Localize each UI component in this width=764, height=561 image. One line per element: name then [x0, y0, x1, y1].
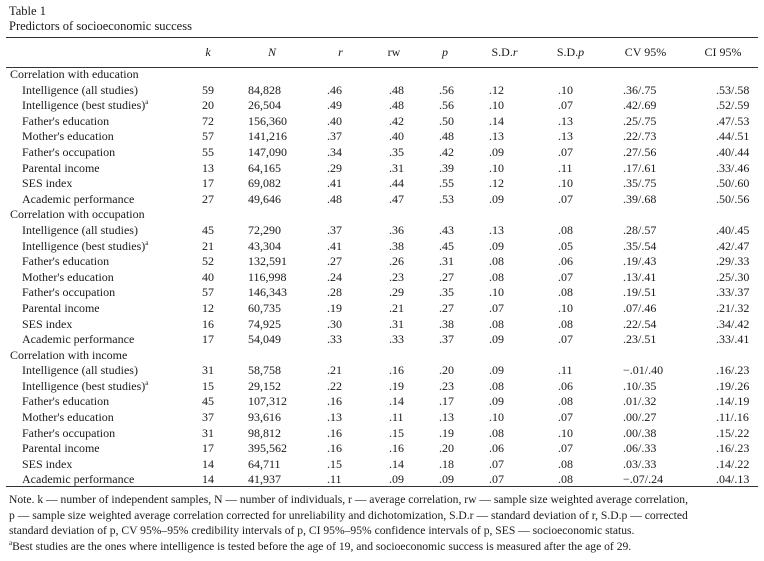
table-caption	[9, 4, 192, 34]
col-sd-p: .10	[558, 176, 573, 191]
header-sd-p: S.D.p	[556, 45, 585, 59]
row-label: Father's education	[22, 394, 110, 409]
col-cv: .27/.56	[623, 144, 657, 159]
col-n: 64,711	[248, 456, 281, 471]
col-sd-p: .07	[558, 144, 573, 159]
col-k: 31	[202, 363, 214, 378]
col-rw: .47	[389, 191, 404, 206]
header-ci: CI 95%	[704, 45, 742, 59]
col-k: 57	[202, 129, 214, 144]
col-r: .41	[327, 176, 342, 191]
col-r: .37	[327, 129, 342, 144]
col-ci: .33/.37	[716, 285, 750, 300]
row-label: Mother's education	[22, 410, 114, 425]
row-label: SES index	[22, 316, 73, 331]
col-sd-p: .11	[558, 363, 573, 378]
col-p: .31	[439, 254, 454, 269]
col-ci: .16/.23	[716, 441, 750, 456]
col-ci: .52/.59	[716, 98, 750, 113]
col-rw: .23	[389, 269, 404, 284]
col-rw: .48	[389, 98, 404, 113]
col-p: .17	[439, 394, 454, 409]
col-r: .28	[327, 285, 342, 300]
col-ci: .04/.13	[716, 472, 750, 487]
table-row	[6, 192, 758, 208]
col-rw: .16	[389, 363, 404, 378]
table-row	[6, 161, 758, 177]
col-r: .46	[327, 82, 342, 97]
col-rw: .14	[389, 394, 404, 409]
group-heading-row	[6, 67, 758, 83]
col-sd-p: .10	[558, 425, 573, 440]
col-ci: .14/.19	[716, 394, 750, 409]
col-sd-p: .10	[558, 82, 573, 97]
col-r: .16	[327, 394, 342, 409]
col-r: .30	[327, 316, 342, 331]
row-label: Father's education	[22, 254, 110, 269]
col-rw: .15	[389, 425, 404, 440]
col-sd-r: .08	[489, 378, 504, 393]
header-p: p	[442, 45, 448, 59]
row-label: Father's education	[22, 113, 110, 128]
row-label: Intelligence (best studies)$^a$	[22, 238, 149, 253]
row-label: Parental income	[22, 160, 100, 175]
col-rw: .21	[389, 300, 404, 315]
col-p: .39	[439, 160, 454, 175]
col-cv: −.01/.40	[623, 363, 664, 378]
col-sd-r: .12	[489, 82, 504, 97]
col-cv: .42/.69	[623, 98, 657, 113]
col-p: .20	[439, 363, 454, 378]
header-sd-r: S.D.r	[491, 45, 518, 59]
col-k: 57	[202, 285, 214, 300]
row-label: Academic performance	[22, 332, 135, 347]
col-n: 156,360	[248, 113, 287, 128]
col-sd-p: .05	[558, 238, 573, 253]
col-n: 74,925	[248, 316, 281, 331]
col-sd-r: .08	[489, 269, 504, 284]
col-n: 116,998	[248, 269, 287, 284]
col-r: .22	[327, 378, 342, 393]
col-rw: .38	[389, 238, 404, 253]
col-sd-r: .08	[489, 425, 504, 440]
table-row	[6, 457, 758, 473]
note-line-2: p — sample size weighted average correlation corrected for unreliability and dichotomization, S.D.r — standard deviation of r, S.D.p — corrected	[9, 508, 688, 522]
col-cv: .35/.75	[623, 176, 657, 191]
footnote-marker: a	[145, 378, 149, 387]
group-heading: Correlation with education	[10, 67, 139, 81]
col-rw: .31	[389, 316, 404, 331]
col-n: 132,591	[248, 254, 287, 269]
col-rw: .40	[389, 129, 404, 144]
col-n: 141,216	[248, 129, 287, 144]
col-n: 146,343	[248, 285, 287, 300]
table-row	[6, 363, 758, 379]
col-sd-p: .07	[558, 98, 573, 113]
table-body	[6, 67, 758, 488]
col-k: 21	[202, 238, 214, 253]
note-line-3: standard deviation of p, CV 95%–95% credibility intervals of p, CI 95%–95% confidence intervals of p, SES — socioeconomic status.	[9, 524, 635, 537]
col-ci: .40/.45	[716, 222, 750, 237]
col-ci: .14/.22	[716, 456, 750, 471]
col-cv: .17/.61	[623, 160, 657, 175]
col-rw: .09	[389, 472, 404, 487]
group-heading: Correlation with income	[10, 347, 128, 362]
group-heading: Correlation with occupation	[10, 207, 145, 222]
row-label: Mother's education	[22, 129, 114, 144]
row-label: Parental income	[22, 300, 100, 315]
group-heading-row	[6, 348, 758, 364]
table-row	[6, 239, 758, 255]
col-ci: .47/.53	[716, 113, 750, 128]
header-k: k	[205, 45, 211, 59]
col-rw: .29	[389, 285, 404, 300]
col-ci: .50/.60	[716, 176, 750, 191]
col-p: .50	[439, 113, 454, 128]
col-r: .24	[327, 269, 342, 284]
col-sd-r: .10	[489, 410, 504, 425]
row-label: Father's occupation	[22, 144, 116, 159]
col-cv: .19/.51	[623, 285, 657, 300]
col-r: .33	[327, 332, 342, 347]
row-label: Intelligence (all studies)	[22, 363, 138, 378]
header-label	[6, 38, 184, 67]
row-label: Intelligence (best studies)$^a$	[22, 98, 149, 113]
col-cv: .10/.35	[623, 378, 657, 393]
col-k: 14	[202, 472, 214, 487]
col-p: .37	[439, 332, 454, 347]
col-r: .37	[327, 222, 342, 237]
col-sd-r: .09	[489, 363, 504, 378]
col-sd-r: .08	[489, 316, 504, 331]
col-sd-r: .06	[489, 441, 504, 456]
col-k: 31	[202, 425, 214, 440]
col-rw: .14	[389, 456, 404, 471]
table-row	[6, 254, 758, 270]
header-row	[6, 38, 758, 67]
col-k: 72	[202, 113, 214, 128]
col-k: 15	[202, 378, 214, 393]
group-heading-row	[6, 207, 758, 223]
col-n: 29,152	[248, 378, 281, 393]
note-line-1: Note. k — number of independent samples, N — number of individuals, r — average correlation, rw — sample size weighted average correlation,	[9, 493, 688, 506]
col-p: .53	[439, 191, 454, 206]
col-k: 16	[202, 316, 214, 331]
row-label: Parental income	[22, 441, 100, 456]
col-n: 84,828	[248, 82, 281, 97]
col-k: 13	[202, 160, 214, 175]
table-notes	[9, 492, 757, 554]
col-ci: .25/.30	[716, 269, 750, 284]
row-label: Father's occupation	[22, 285, 116, 300]
col-sd-p: .08	[558, 394, 573, 409]
col-cv: .06/.33	[623, 441, 657, 456]
table-row	[6, 83, 758, 99]
col-sd-r: .08	[489, 254, 504, 269]
row-label: Intelligence (all studies)	[22, 82, 138, 97]
col-sd-r: .07	[489, 456, 504, 471]
col-rw: .33	[389, 332, 404, 347]
col-sd-p: .06	[558, 254, 573, 269]
col-k: 20	[202, 98, 214, 113]
table-row	[6, 176, 758, 192]
col-n: 72,290	[248, 222, 281, 237]
col-ci: .29/.33	[716, 254, 750, 269]
table-label: Table 1	[9, 4, 46, 18]
col-n: 147,090	[248, 144, 287, 159]
col-p: .48	[439, 129, 454, 144]
col-n: 93,616	[248, 410, 281, 425]
col-p: .23	[439, 378, 454, 393]
col-sd-r: .07	[489, 300, 504, 315]
col-cv: .00/.38	[623, 425, 657, 440]
col-ci: .15/.22	[716, 425, 750, 440]
col-ci: .44/.51	[716, 129, 750, 144]
col-sd-p: .07	[558, 410, 573, 425]
col-cv: .19/.43	[623, 254, 657, 269]
col-sd-p: .07	[558, 441, 573, 456]
col-ci: .33/.41	[716, 332, 750, 347]
col-sd-r: .13	[489, 129, 504, 144]
col-sd-r: .13	[489, 222, 504, 237]
col-k: 14	[202, 456, 214, 471]
table-row	[6, 441, 758, 457]
col-n: 395,562	[248, 441, 287, 456]
footnote-marker: a	[145, 98, 149, 107]
col-k: 55	[202, 144, 214, 159]
col-cv: .01/.32	[623, 394, 657, 409]
col-ci: .40/.44	[716, 144, 750, 159]
col-sd-p: .07	[558, 269, 573, 284]
col-k: 17	[202, 441, 214, 456]
col-sd-r: .12	[489, 176, 504, 191]
footnote: $^a$Best studies are the ones where intelligence is tested before the age of 19, and socioeconomic success is measured after the age of 29.	[9, 538, 632, 553]
table-row	[6, 332, 758, 348]
col-cv: .36/.75	[623, 82, 657, 97]
col-cv: .07/.46	[623, 300, 657, 315]
col-k: 37	[202, 410, 214, 425]
col-sd-p: .06	[558, 378, 573, 393]
col-n: 41,937	[248, 472, 281, 487]
col-sd-r: .10	[489, 98, 504, 113]
predictors-table	[6, 38, 758, 488]
col-r: .16	[327, 441, 342, 456]
col-r: .19	[327, 300, 342, 315]
col-r: .40	[327, 113, 342, 128]
table-row	[6, 379, 758, 395]
col-k: 12	[202, 300, 214, 315]
col-cv: .03/.33	[623, 456, 657, 471]
row-label: Father's occupation	[22, 425, 116, 440]
col-sd-p: .08	[558, 456, 573, 471]
table-row	[6, 472, 758, 488]
col-n: 58,758	[248, 363, 281, 378]
col-k: 17	[202, 176, 214, 191]
col-k: 45	[202, 222, 214, 237]
col-n: 54,049	[248, 332, 281, 347]
header-rw: rw	[387, 45, 401, 59]
col-k: 45	[202, 394, 214, 409]
col-sd-p: .08	[558, 285, 573, 300]
col-sd-r: .10	[489, 285, 504, 300]
col-p: .38	[439, 316, 454, 331]
col-sd-r: .14	[489, 113, 504, 128]
col-p: .20	[439, 441, 454, 456]
col-sd-p: .13	[558, 113, 573, 128]
col-r: .27	[327, 254, 342, 269]
col-sd-p: .08	[558, 472, 573, 487]
col-r: .11	[327, 472, 342, 487]
col-sd-r: .09	[489, 191, 504, 206]
table-row	[6, 426, 758, 442]
col-cv: .22/.73	[623, 129, 657, 144]
col-r: .15	[327, 456, 342, 471]
table-title: Predictors of socioeconomic success	[9, 19, 192, 33]
col-sd-p: .10	[558, 300, 573, 315]
col-sd-r: .09	[489, 238, 504, 253]
col-rw: .36	[389, 222, 404, 237]
col-n: 49,646	[248, 191, 281, 206]
col-p: .43	[439, 222, 454, 237]
col-rw: .31	[389, 160, 404, 175]
col-r: .41	[327, 238, 342, 253]
col-sd-r: .07	[489, 472, 504, 487]
col-r: .21	[327, 363, 342, 378]
col-rw: .19	[389, 378, 404, 393]
col-k: 27	[202, 191, 214, 206]
col-r: .48	[327, 191, 342, 206]
row-label: Academic performance	[22, 472, 135, 487]
col-p: .09	[439, 472, 454, 487]
col-p: .13	[439, 410, 454, 425]
table-row	[6, 317, 758, 333]
col-n: 26,504	[248, 98, 281, 113]
col-p: .56	[439, 82, 454, 97]
col-ci: .50/.56	[716, 191, 750, 206]
col-cv: .35/.54	[623, 238, 657, 253]
col-p: .55	[439, 176, 454, 191]
row-label: Intelligence (all studies)	[22, 222, 138, 237]
row-label: SES index	[22, 176, 73, 191]
col-n: 60,735	[248, 300, 281, 315]
col-ci: .21/.32	[716, 300, 750, 315]
row-label: SES index	[22, 456, 73, 471]
col-rw: .35	[389, 144, 404, 159]
col-rw: .48	[389, 82, 404, 97]
col-n: 64,165	[248, 160, 281, 175]
col-k: 59	[202, 82, 214, 97]
col-sd-p: .07	[558, 191, 573, 206]
col-n: 43,304	[248, 238, 281, 253]
col-cv: −.07/.24	[623, 472, 664, 487]
col-r: .16	[327, 425, 342, 440]
col-r: .13	[327, 410, 342, 425]
col-cv: .22/.54	[623, 316, 657, 331]
col-p: .27	[439, 269, 454, 284]
table-row	[6, 285, 758, 301]
col-rw: .26	[389, 254, 404, 269]
col-ci: .42/.47	[716, 238, 750, 253]
col-rw: .11	[389, 410, 404, 425]
col-sd-r: .09	[489, 144, 504, 159]
header-cv: CV 95%	[624, 45, 667, 59]
col-cv: .25/.75	[623, 113, 657, 128]
col-k: 40	[202, 269, 214, 284]
col-k: 52	[202, 254, 214, 269]
footnote-marker: a	[145, 238, 149, 247]
col-sd-r: .10	[489, 160, 504, 175]
header-r: r	[338, 45, 343, 59]
col-ci: .53/.58	[716, 82, 750, 97]
row-label: Academic performance	[22, 191, 135, 206]
footnote-mark: a	[9, 538, 13, 547]
table-row	[6, 410, 758, 426]
col-sd-p: .11	[558, 160, 573, 175]
row-label: Intelligence (best studies)$^a$	[22, 378, 149, 393]
col-r: .29	[327, 160, 342, 175]
col-cv: .28/.57	[623, 222, 657, 237]
col-sd-r: .09	[489, 332, 504, 347]
table-row	[6, 98, 758, 114]
col-r: .49	[327, 98, 342, 113]
col-p: .27	[439, 300, 454, 315]
col-p: .45	[439, 238, 454, 253]
col-sd-p: .08	[558, 222, 573, 237]
col-rw: .44	[389, 176, 404, 191]
col-r: .34	[327, 144, 342, 159]
table-row	[6, 114, 758, 130]
col-p: .42	[439, 144, 454, 159]
col-n: 69,082	[248, 176, 281, 191]
col-n: 107,312	[248, 394, 287, 409]
table-row	[6, 270, 758, 286]
col-cv: .39/.68	[623, 191, 657, 206]
col-sd-p: .08	[558, 316, 573, 331]
table-row	[6, 129, 758, 145]
col-sd-p: .13	[558, 129, 573, 144]
col-cv: .13/.41	[623, 269, 657, 284]
col-rw: .42	[389, 113, 404, 128]
col-cv: .00/.27	[623, 410, 657, 425]
table-row	[6, 301, 758, 317]
col-rw: .16	[389, 441, 404, 456]
col-sd-p: .07	[558, 332, 573, 347]
table-row	[6, 223, 758, 239]
col-ci: .19/.26	[716, 378, 750, 393]
col-p: .19	[439, 425, 454, 440]
col-n: 98,812	[248, 425, 281, 440]
col-cv: .23/.51	[623, 332, 657, 347]
table-row	[6, 394, 758, 410]
col-p: .18	[439, 456, 454, 471]
col-ci: .16/.23	[716, 363, 750, 378]
col-ci: .33/.46	[716, 160, 750, 175]
col-ci: .11/.16	[716, 410, 749, 425]
table-row	[6, 145, 758, 161]
row-label: Mother's education	[22, 269, 114, 284]
col-p: .56	[439, 98, 454, 113]
col-k: 17	[202, 332, 214, 347]
col-ci: .34/.42	[716, 316, 750, 331]
col-sd-r: .09	[489, 394, 504, 409]
col-p: .35	[439, 285, 454, 300]
header-n: N	[267, 45, 276, 59]
